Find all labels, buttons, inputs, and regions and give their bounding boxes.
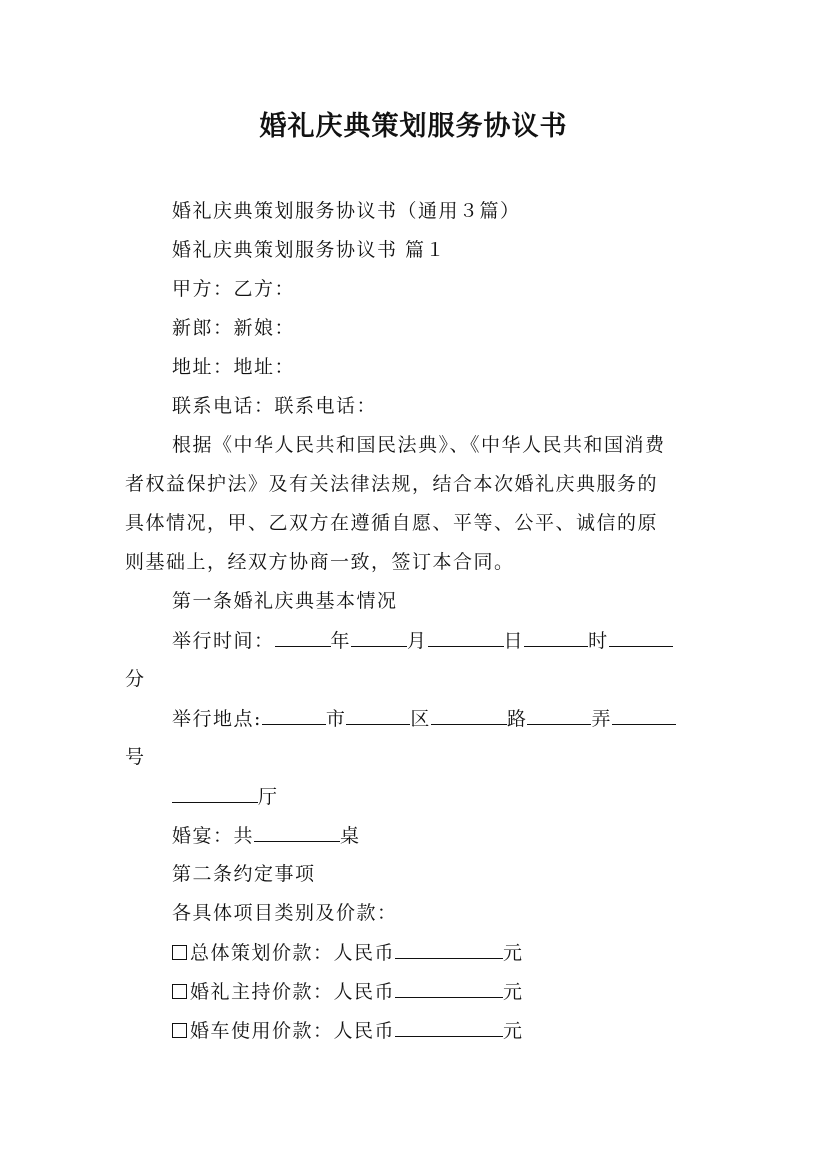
road-unit: 路 [506, 708, 528, 730]
article-2-heading: 第二条约定事项 [172, 863, 316, 885]
price-item-label: 婚车使用价款：人民币 [190, 1020, 396, 1042]
hall-blank [172, 784, 258, 803]
price-blank [395, 1018, 503, 1037]
subtitle: 婚礼庆典策划服务协议书（通用３篇） [172, 200, 521, 222]
checkbox-icon[interactable] [172, 1023, 187, 1038]
year-blank [275, 628, 331, 647]
article-1-heading: 第一条婚礼庆典基本情况 [172, 590, 398, 612]
price-blank [395, 979, 503, 998]
hour-unit: 时 [588, 630, 609, 652]
city-unit: 市 [325, 708, 347, 730]
year-unit: 年 [330, 630, 352, 652]
preamble-line-3: 具体情况，甲、乙双方在遵循自愿、平等、公平、诚信的原 [125, 512, 659, 534]
district-blank [346, 706, 410, 725]
phone-line: 联系电话：联系电话： [172, 395, 378, 417]
banquet-label: 婚宴：共 [172, 825, 255, 847]
time-label: 举行时间： [172, 630, 275, 652]
minute-unit: 分 [125, 668, 146, 690]
day-blank [428, 628, 504, 647]
price-item-label: 总体策划价款：人民币 [190, 942, 396, 964]
number-unit: 号 [125, 746, 146, 768]
hour-blank [524, 628, 588, 647]
lane-blank [527, 706, 591, 725]
lane-unit: 弄 [591, 708, 612, 730]
place-row [172, 706, 676, 731]
couple-line: 新郎：新娘： [172, 317, 296, 339]
part-heading: 婚礼庆典策划服务协议书 篇１ [172, 239, 447, 261]
price-item-label: 婚礼主持价款：人民币 [190, 981, 396, 1003]
preamble-line-1: 根据《中华人民共和国民法典》、《中华人民共和国消费 [172, 434, 666, 456]
price-item [172, 940, 524, 965]
address-line: 地址：地址： [172, 356, 296, 378]
price-item [172, 979, 524, 1004]
hall-row [172, 784, 279, 809]
price-item [172, 1018, 524, 1043]
road-blank [431, 706, 507, 725]
banquet-row [172, 823, 361, 848]
month-blank [351, 628, 407, 647]
month-unit: 月 [407, 630, 428, 652]
time-row [172, 628, 673, 653]
banquet-blank [254, 823, 340, 842]
document-title: 婚礼庆典策划服务协议书 [259, 111, 568, 142]
banquet-unit: 桌 [340, 825, 361, 847]
preamble-line-2: 者权益保护法》及有关法律法规，结合本次婚礼庆典服务的 [125, 473, 659, 495]
price-item-unit: 元 [503, 981, 524, 1003]
price-item-unit: 元 [503, 1020, 524, 1042]
price-item-unit: 元 [503, 942, 524, 964]
day-unit: 日 [503, 630, 525, 652]
district-unit: 区 [410, 708, 431, 730]
checkbox-icon[interactable] [172, 945, 187, 960]
items-heading: 各具体项目类别及价款： [172, 902, 398, 924]
minute-blank [609, 628, 673, 647]
city-blank [262, 706, 326, 725]
hall-unit: 厅 [258, 786, 279, 808]
checkbox-icon[interactable] [172, 984, 187, 999]
party-line: 甲方：乙方： [172, 278, 296, 300]
number-blank [612, 706, 676, 725]
preamble-line-4: 则基础上，经双方协商一致，签订本合同。 [125, 551, 515, 573]
place-label: 举行地点: [172, 708, 262, 730]
price-blank [395, 940, 503, 959]
